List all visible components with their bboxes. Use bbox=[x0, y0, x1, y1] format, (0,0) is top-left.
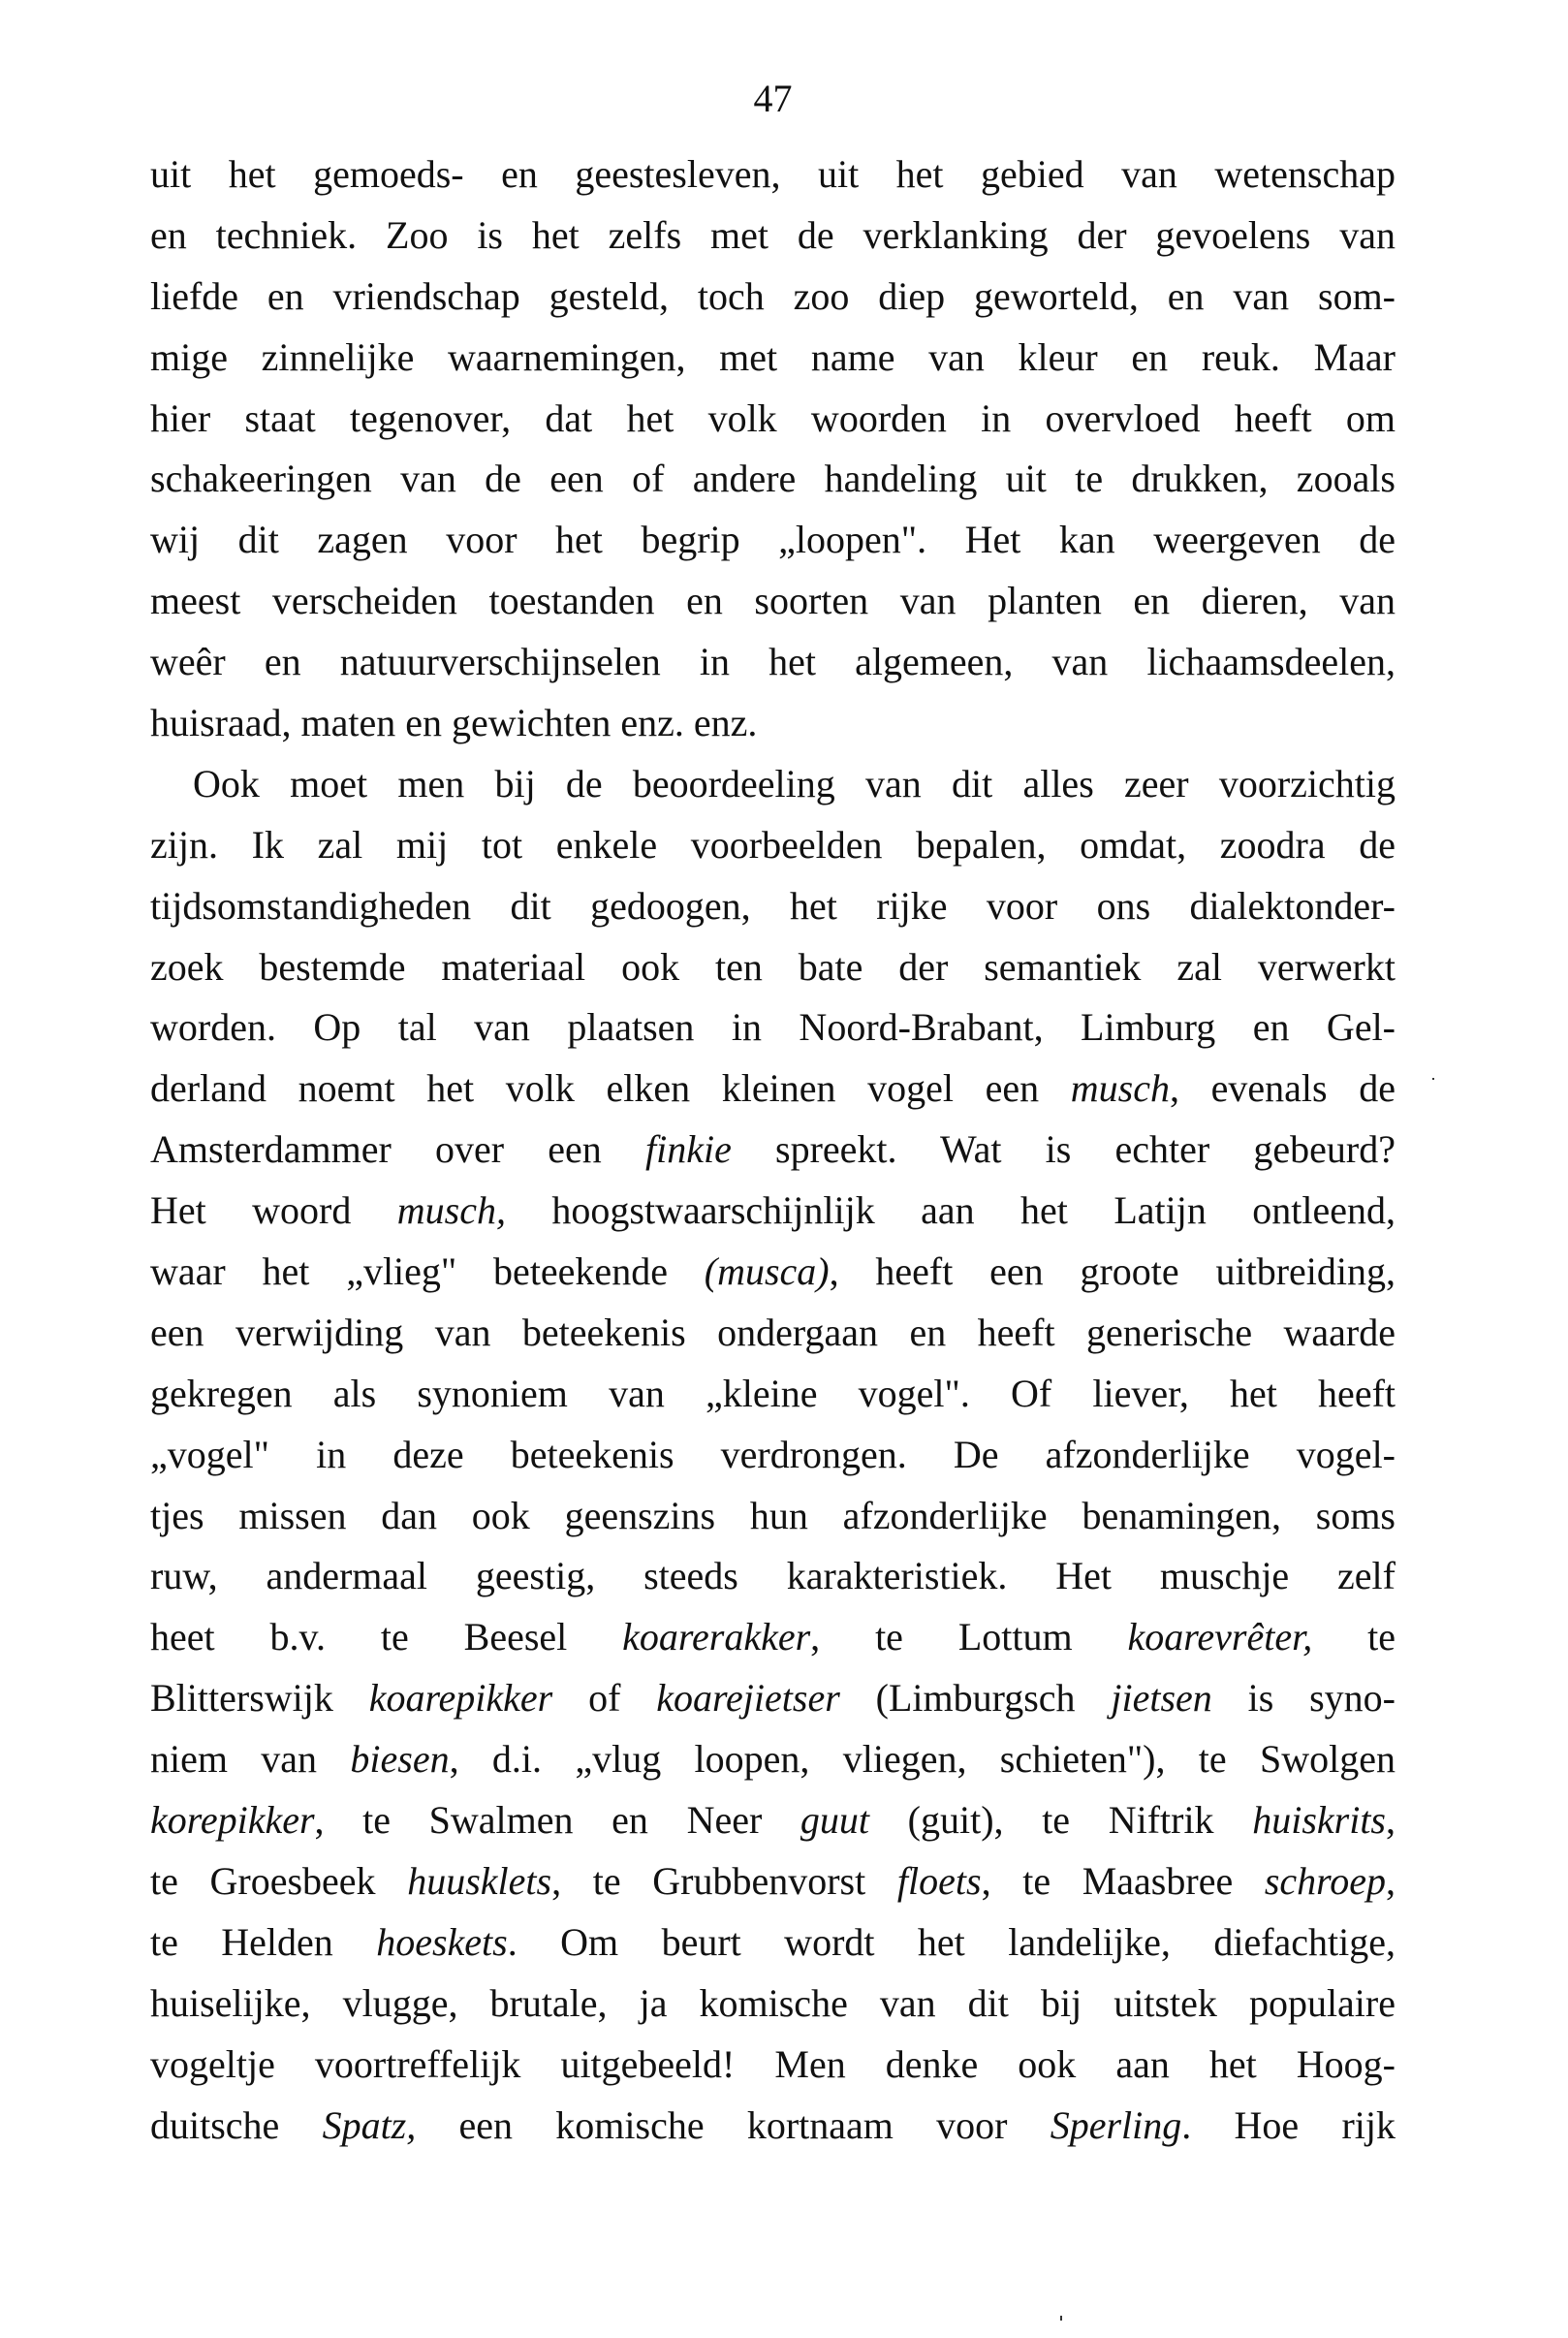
text-line bbox=[150, 1851, 1396, 1912]
text-line bbox=[150, 2035, 1396, 2096]
text-line bbox=[150, 876, 1396, 937]
text-run: . Om beurt wordt het landelijke, diefachtige, bbox=[507, 1919, 1396, 1964]
text-line bbox=[150, 205, 1396, 267]
text-line bbox=[150, 1607, 1396, 1668]
text-run: spreekt. Wat is echter gebeurd? bbox=[731, 1127, 1396, 1172]
text-run: hoogstwaarschijnlijk aan het Latijn ontleend, bbox=[506, 1188, 1396, 1233]
text-line bbox=[150, 267, 1396, 328]
text-run: gekregen als synoniem van „kleine vogel". Of liever, het heeft bbox=[150, 1371, 1396, 1415]
text-run: ruw, andermaal geestig, steeds karakteristiek. Het muschje zelf bbox=[150, 1554, 1396, 1598]
text-run: een verwijding van beteekenis ondergaan en heeft generische waarde bbox=[150, 1310, 1396, 1354]
text-run: mige zinnelijke waarnemingen, met name van kleur en reuk. Maar bbox=[150, 334, 1396, 379]
italic-term: korepikker bbox=[150, 1798, 315, 1843]
text-run: uit het gemoeds- en geestesleven, uit het gebied van wetenschap bbox=[150, 152, 1396, 196]
text-line bbox=[150, 144, 1396, 205]
text-line bbox=[150, 1242, 1396, 1303]
text-run: Ook moet men bij de beoordeeling van dit alles zeer voorzichtig bbox=[193, 761, 1396, 806]
print-speck bbox=[1060, 2316, 1062, 2321]
body-text bbox=[150, 144, 1396, 2156]
text-run: en techniek. Zoo is het zelfs met de verklanking der gevoelens van bbox=[150, 212, 1396, 257]
text-run: (guit), te Niftrik bbox=[869, 1798, 1253, 1843]
italic-term: (musca) bbox=[704, 1249, 830, 1294]
text-run: zijn. Ik zal mij tot enkele voorbeelden bepalen, omdat, zoodra de bbox=[150, 822, 1396, 867]
italic-term: musch bbox=[1070, 1066, 1171, 1111]
text-line bbox=[150, 754, 1396, 815]
text-run: derland noemt het volk elken kleinen vogel een bbox=[150, 1066, 1071, 1111]
text-line bbox=[150, 997, 1396, 1058]
text-run: Blitterswijk bbox=[150, 1676, 369, 1721]
text-line bbox=[150, 693, 1396, 754]
text-line bbox=[150, 328, 1396, 389]
text-line bbox=[150, 1974, 1396, 2035]
text-line bbox=[150, 937, 1396, 998]
paragraph bbox=[150, 754, 1396, 2156]
text-line bbox=[150, 1546, 1396, 1607]
text-run: heet b.v. te Beesel bbox=[150, 1615, 623, 1659]
text-line bbox=[150, 632, 1396, 693]
text-run: weêr en natuurverschijnselen in het algemeen, van lichaamsdeelen, bbox=[150, 640, 1396, 684]
text-run: „vogel" in deze beteekenis verdrongen. De afzonderlijke vogel- bbox=[150, 1432, 1396, 1476]
text-run: niem van bbox=[150, 1737, 351, 1782]
text-line bbox=[150, 2096, 1396, 2157]
text-run: , heeft een groote uitbreiding, bbox=[829, 1249, 1396, 1294]
text-run: tijdsomstandigheden dit gedoogen, het rijke voor ons dialektonder- bbox=[150, 883, 1396, 928]
italic-term: jietsen bbox=[1111, 1676, 1212, 1721]
text-run: , te Lottum bbox=[810, 1615, 1128, 1659]
text-line bbox=[150, 510, 1396, 571]
italic-term: floets bbox=[896, 1858, 982, 1903]
text-run: , te Swalmen en Neer bbox=[314, 1798, 800, 1843]
italic-term: Spatz, bbox=[322, 2102, 417, 2147]
page-number: 47 bbox=[753, 77, 793, 120]
text-run: te Groesbeek bbox=[150, 1858, 408, 1903]
italic-term: huiskrits bbox=[1252, 1798, 1386, 1843]
text-run: is syno- bbox=[1211, 1676, 1396, 1721]
text-line bbox=[150, 1058, 1396, 1120]
text-run: , bbox=[1386, 1858, 1396, 1903]
text-line bbox=[150, 1303, 1396, 1364]
text-run: wij dit zagen voor het begrip „loopen". Het kan weergeven de bbox=[150, 518, 1396, 562]
text-line bbox=[150, 1668, 1396, 1729]
text-line bbox=[150, 1425, 1396, 1486]
text-run: , te Grubbenvorst bbox=[551, 1858, 897, 1903]
italic-term: schroep bbox=[1264, 1858, 1387, 1903]
text-line bbox=[150, 1181, 1396, 1242]
print-speck bbox=[1432, 1078, 1434, 1080]
text-line bbox=[150, 571, 1396, 632]
text-run: . Hoe rijk bbox=[1181, 2102, 1396, 2147]
italic-term: musch, bbox=[396, 1188, 507, 1233]
text-run: meest verscheiden toestanden en soorten van planten en dieren, van bbox=[150, 579, 1396, 623]
text-run: , bbox=[1386, 1798, 1396, 1843]
text-run: liefde en vriendschap gesteld, toch zoo diep geworteld, en van som- bbox=[150, 273, 1396, 318]
text-run: , d.i. „vlug loopen, vliegen, schieten"), te Swolgen bbox=[449, 1737, 1396, 1782]
text-run: een komische kortnaam voor bbox=[416, 2102, 1051, 2147]
text-line bbox=[150, 815, 1396, 876]
italic-term: hoeskets bbox=[376, 1919, 508, 1964]
text-run: te bbox=[1312, 1615, 1396, 1659]
text-run: schakeeringen van de een of andere handeling uit te drukken, zooals bbox=[150, 457, 1396, 501]
text-run: worden. Op tal van plaatsen in Noord-Brabant, Limburg en Gel- bbox=[150, 1005, 1396, 1050]
italic-term: koarerakker bbox=[622, 1615, 811, 1659]
text-run: , evenals de bbox=[1170, 1066, 1396, 1111]
text-line bbox=[150, 1729, 1396, 1790]
text-line bbox=[150, 1912, 1396, 1974]
italic-term: guut bbox=[800, 1798, 870, 1843]
italic-term: biesen bbox=[350, 1737, 450, 1782]
text-run: te Helden bbox=[150, 1919, 377, 1964]
paragraph bbox=[150, 144, 1396, 754]
text-line bbox=[150, 1790, 1396, 1851]
text-run: , te Maasbree bbox=[981, 1858, 1265, 1903]
text-run: vogeltje voortreffelijk uitgebeeld! Men denke ook aan het Hoog- bbox=[150, 2041, 1396, 2086]
text-run: huisraad, maten en gewichten enz. enz. bbox=[150, 701, 758, 745]
text-run: Het woord bbox=[150, 1188, 397, 1233]
text-run: huiselijke, vlugge, brutale, ja komische van dit bij uitstek populaire bbox=[150, 1980, 1396, 2025]
italic-term: finkie bbox=[644, 1127, 732, 1172]
text-run: (Limburgsch bbox=[839, 1676, 1112, 1721]
text-run: zoek bestemde materiaal ook ten bate der semantiek zal verwerkt bbox=[150, 944, 1396, 989]
italic-term: huusklets bbox=[407, 1858, 552, 1903]
text-run: Amsterdammer over een bbox=[150, 1127, 645, 1172]
italic-term: koarepikker bbox=[368, 1676, 553, 1721]
text-line bbox=[150, 1120, 1396, 1181]
italic-term: koarevrêter, bbox=[1127, 1615, 1313, 1659]
text-run: duitsche bbox=[150, 2102, 323, 2147]
text-run: waar het „vlieg" beteekende bbox=[150, 1249, 705, 1294]
italic-term: koarejietser bbox=[656, 1676, 840, 1721]
text-run: hier staat tegenover, dat het volk woorden in overvloed heeft om bbox=[150, 395, 1396, 440]
text-line bbox=[150, 1364, 1396, 1425]
text-run: of bbox=[552, 1676, 657, 1721]
text-line bbox=[150, 389, 1396, 450]
text-line bbox=[150, 1486, 1396, 1547]
italic-term: Sperling bbox=[1050, 2102, 1182, 2147]
text-line bbox=[150, 449, 1396, 510]
text-run: tjes missen dan ook geenszins hun afzonderlijke benamingen, soms bbox=[150, 1493, 1396, 1537]
